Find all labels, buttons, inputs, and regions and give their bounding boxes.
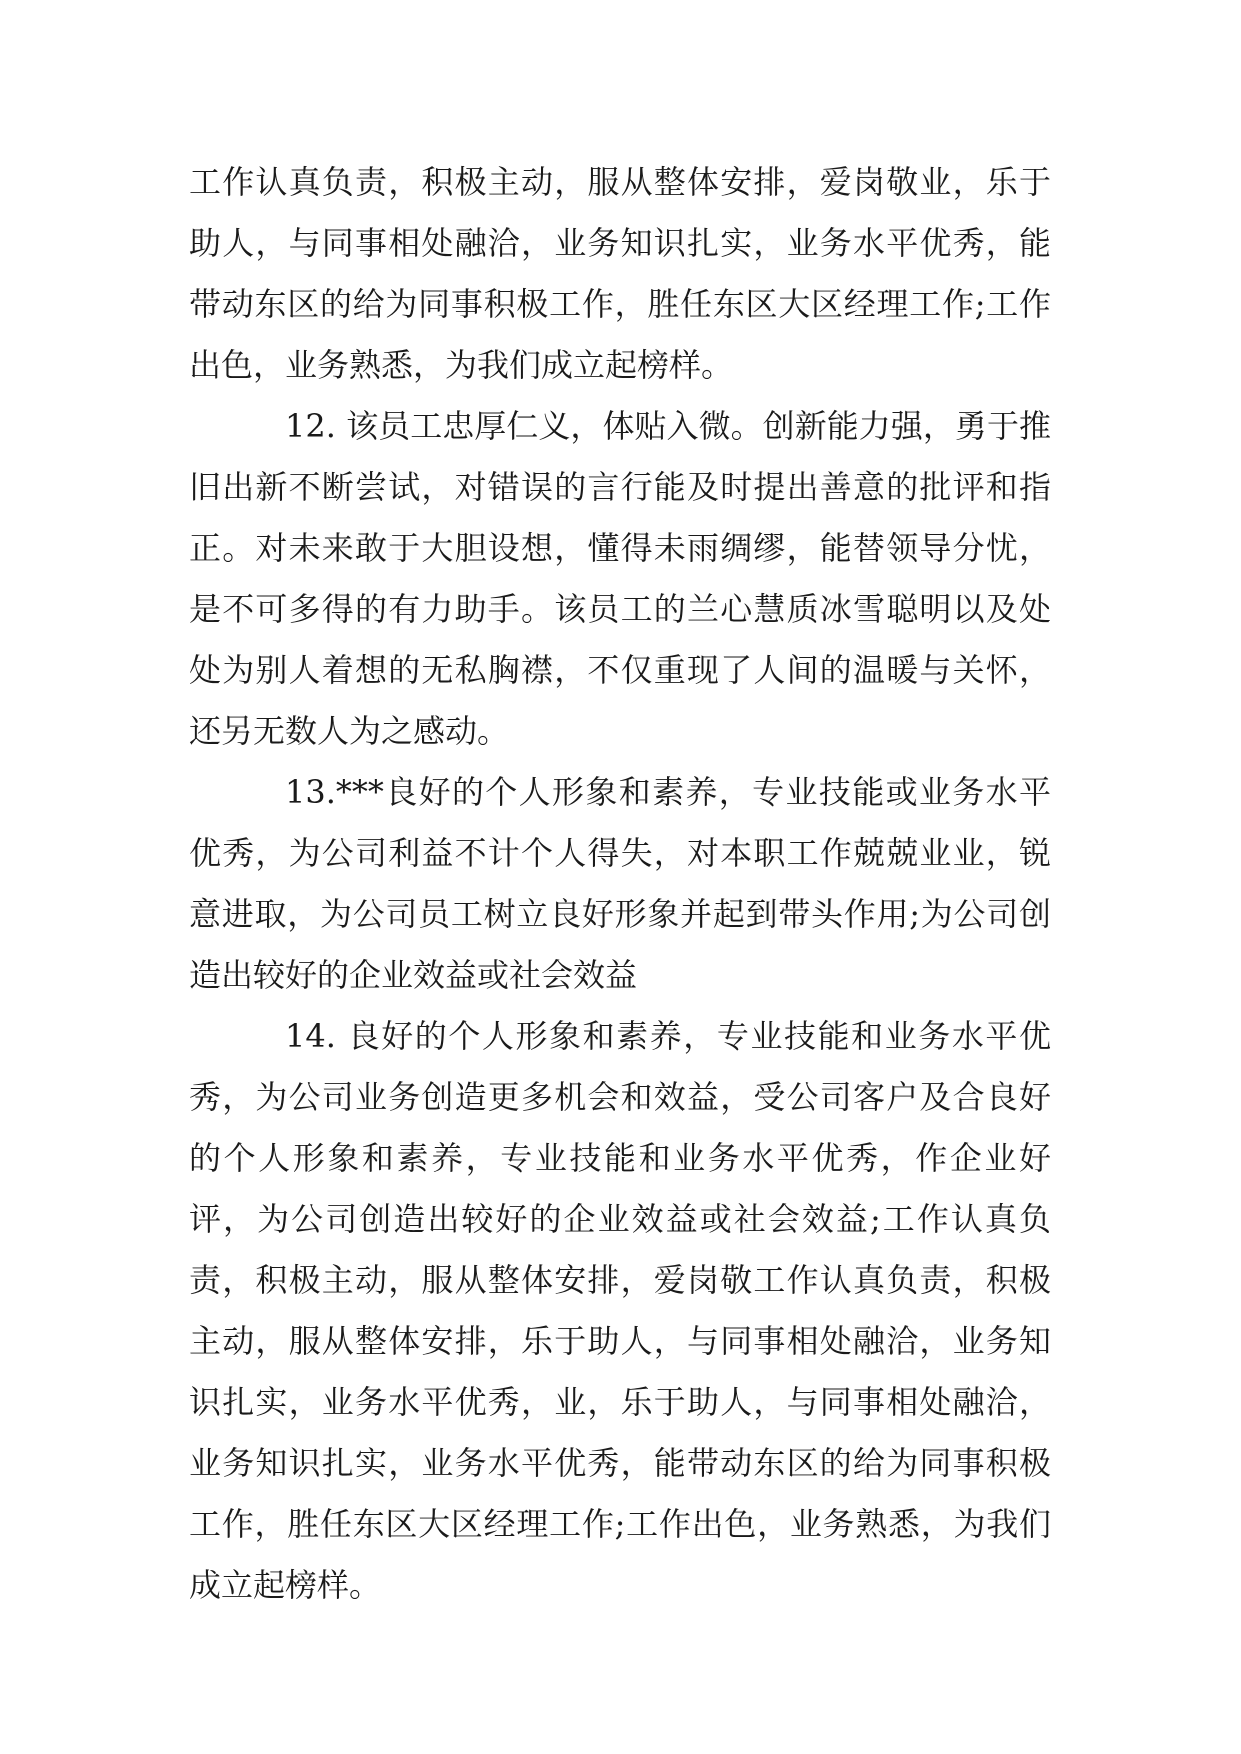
document-body	[189, 152, 1051, 1616]
paragraph-continued: 工作认真负责，积极主动，服从整体安排，爱岗敬业，乐于助人，与同事相处融洽，业务知识扎实，业务水平优秀，能带动东区的给为同事积极工作，胜任东区大区经理工作;工作出色，业务熟悉，为我们成立起榜样。	[189, 163, 1051, 384]
paragraph-14: 14. 良好的个人形象和素养，专业技能和业务水平优秀，为公司业务创造更多机会和效益，受公司客户及合良好的个人形象和素养，专业技能和业务水平优秀，作企业好评，为公司创造出较好的企业效益或社会效益;工作认真负责，积极主动，服从整体安排，爱岗敬工作认真负责，积极主动，服从整体安排，乐于助人，与同事相处融洽，业务知识扎实，业务水平优秀，业，乐于助人，与同事相处融洽，业务知识扎实，业务水平优秀，能带动东区的给为同事积极工作，胜任东区大区经理工作;工作出色，业务熟悉，为我们成立起榜样。	[189, 1017, 1051, 1604]
paragraph-12: 12. 该员工忠厚仁义，体贴入微。创新能力强，勇于推旧出新不断尝试，对错误的言行能及时提出善意的批评和指正。对未来敢于大胆设想，懂得未雨绸缪，能替领导分忧，是不可多得的有力助手。该员工的兰心慧质冰雪聪明以及处处为别人着想的无私胸襟，不仅重现了人间的温暖与关怀，还另无数人为之感动。	[189, 407, 1051, 750]
paragraph-13: 13.***良好的个人形象和素养，专业技能或业务水平优秀，为公司利益不计个人得失，对本职工作兢兢业业，锐意进取，为公司员工树立良好形象并起到带头作用;为公司创造出较好的企业效益或社会效益	[189, 773, 1051, 994]
